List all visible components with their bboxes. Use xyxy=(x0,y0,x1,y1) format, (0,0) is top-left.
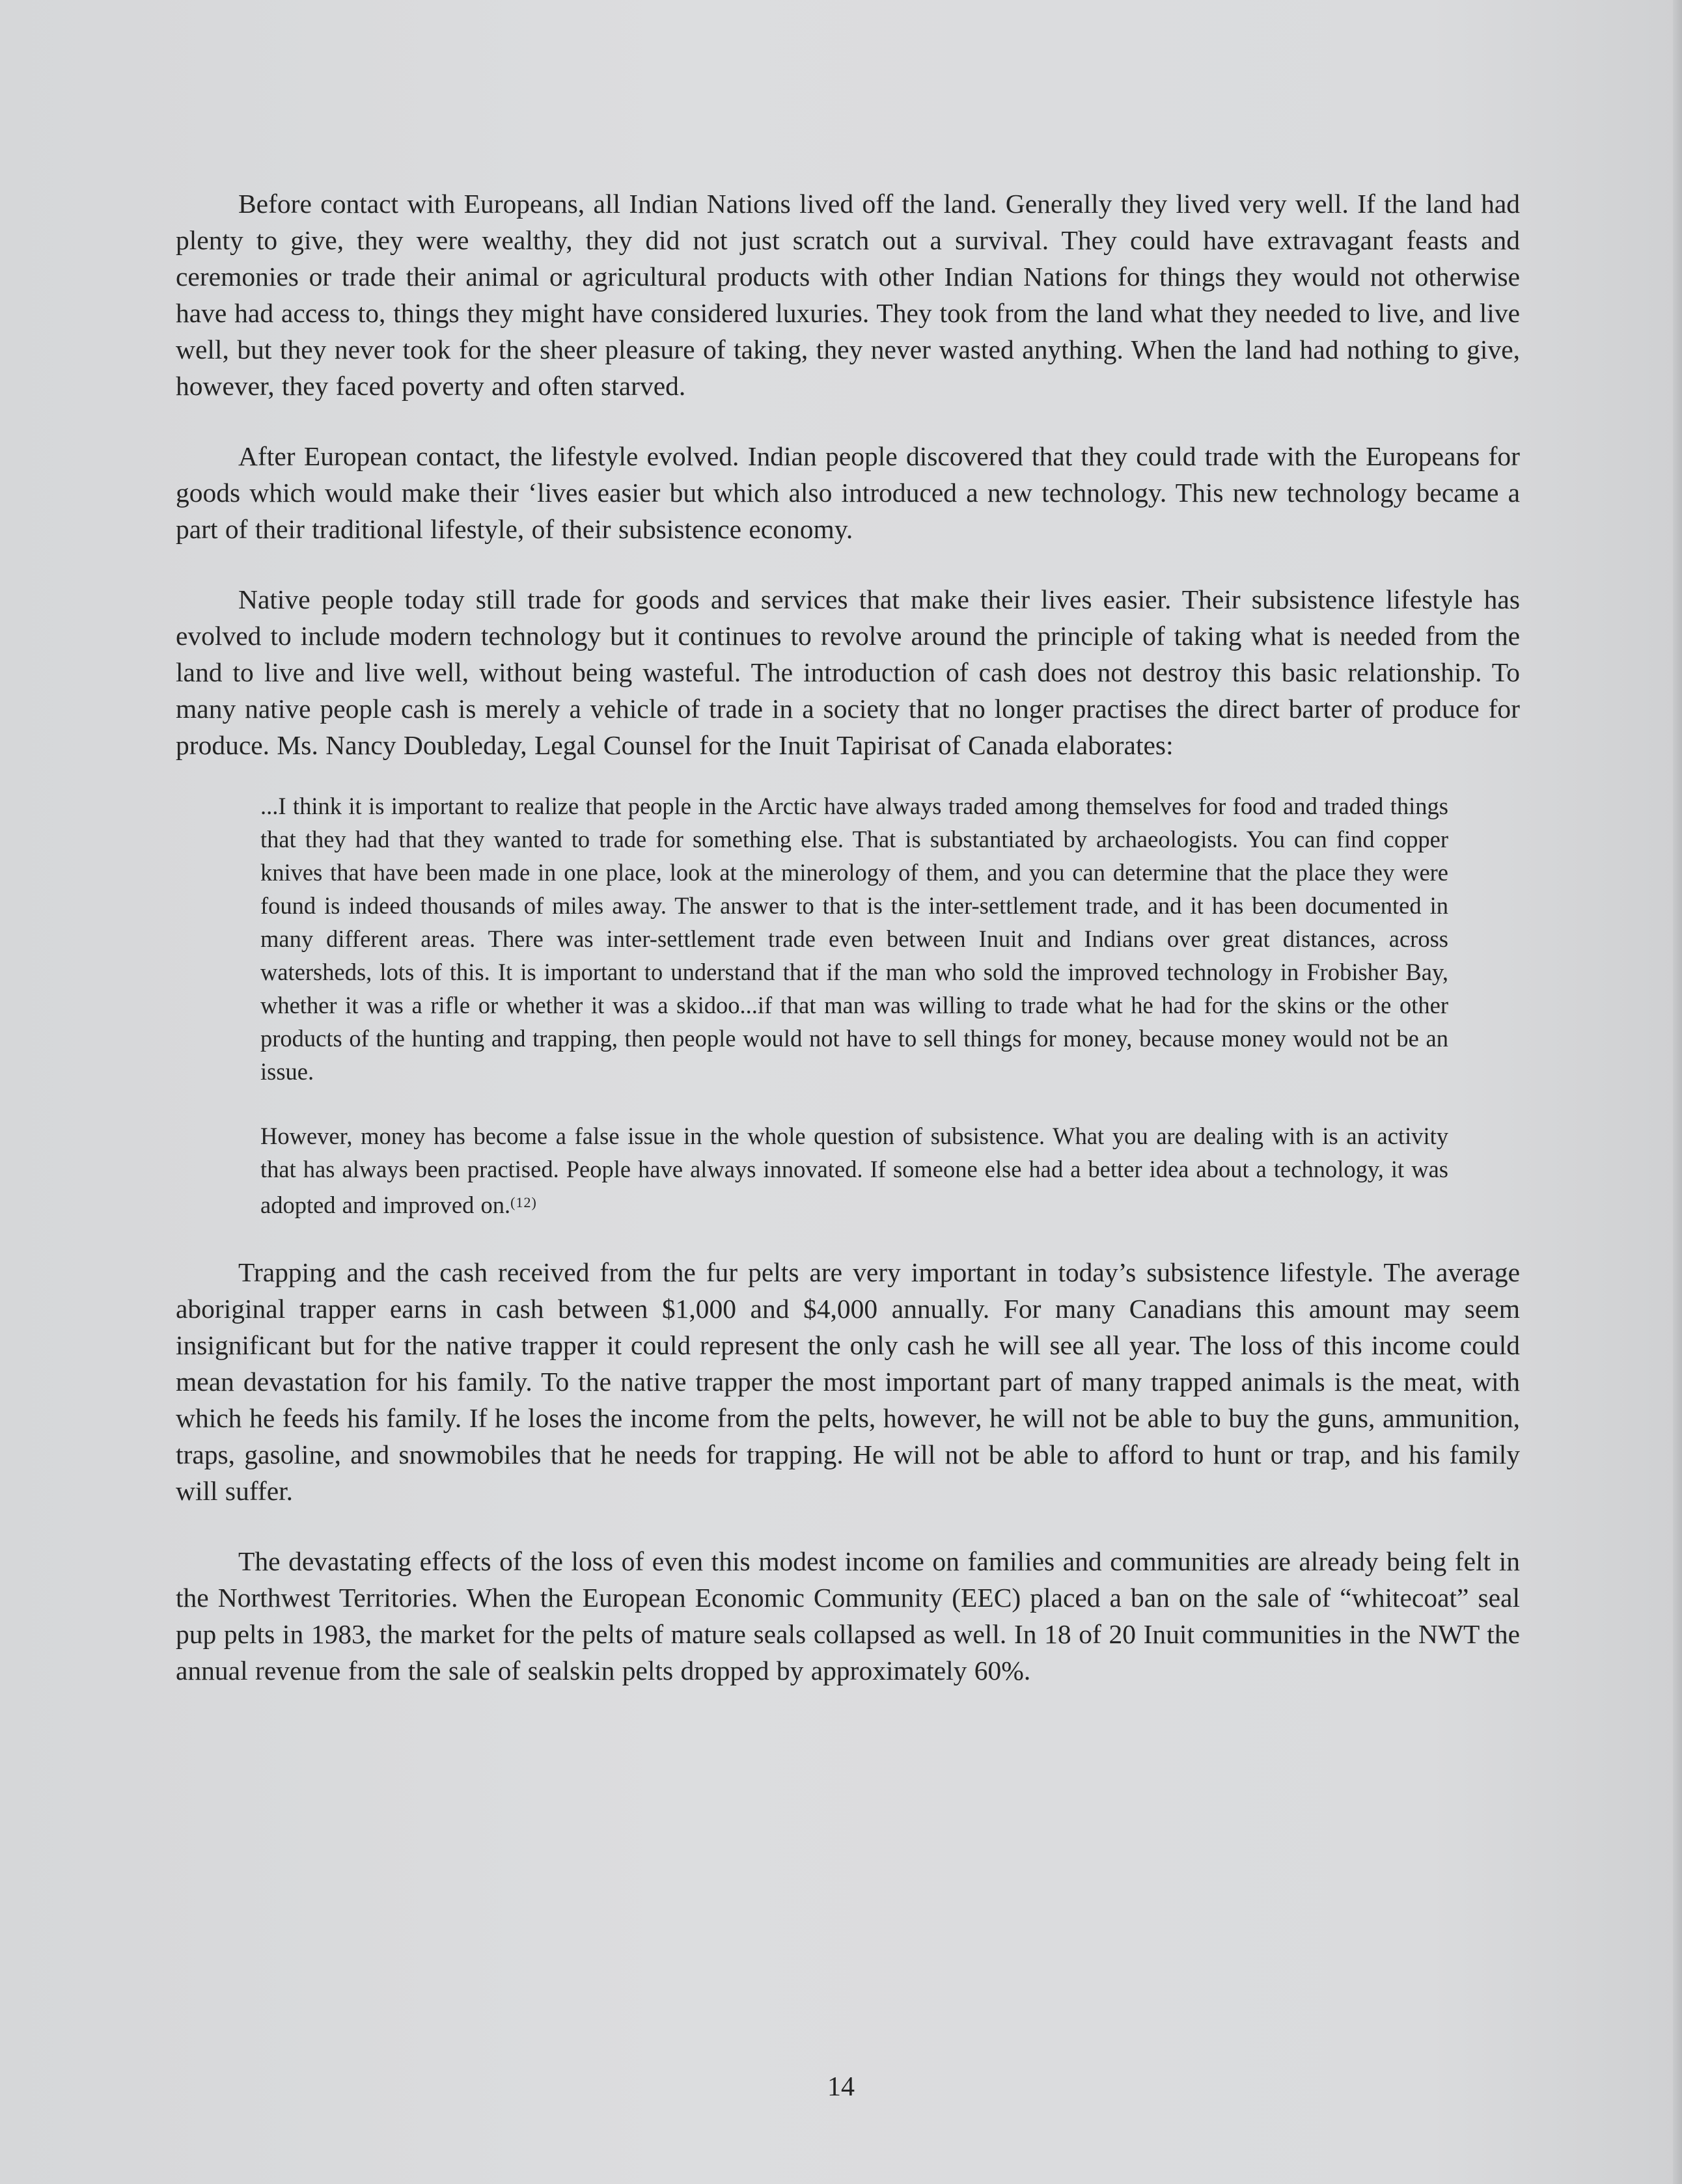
paragraph-pre-contact: Before contact with Europeans, all Indian Nations lived off the land. Generally they lived very well. If the land had plenty to give, they were wealthy, they did not just scratch out a survival. They could have extravagant feasts and ceremonies or trade their animal or agricultural products with other Indian Nations for things they would not otherwise have had access to, things they might have considered luxuries. They took from the land what they needed to live, and live well, but they never took for the sheer pleasure of taking, they never wasted anything. When the land had nothing to give, however, they faced poverty and often starved. xyxy=(176,189,1520,401)
paragraph-devastating-effects: The devastating effects of the loss of even this modest income on families and communities are already being felt in the Northwest Territories. When the European Economic Community (EEC) placed a ban on the sale of “whitecoat” seal pup pelts in 1983, the market for the pelts of mature seals collapsed as well. In 18 of 20 Inuit communities in the NWT the annual revenue from the sale of sealskin pelts dropped by approximately 60%. xyxy=(176,1546,1520,1686)
block-quote xyxy=(260,789,1448,1222)
footnote-reference: (12) xyxy=(510,1194,537,1210)
page-edge-shadow xyxy=(1673,0,1682,2184)
paragraph-european-contact: After European contact, the lifestyle evolved. Indian people discovered that they could trade with the Europeans for goods which would make their ‘lives easier but which also introduced a new technology. This new technology became a part of their traditional lifestyle, of their subsistence economy. xyxy=(176,441,1520,544)
quote-paragraph-1: ...I think it is important to realize that people in the Arctic have always traded among themselves for food and traded things that they had that they wanted to trade for something else. That is substantiated by archaeologists. You can find copper knives that have been made in one place, look at the minerology of them, and you can determine that the place they were found is indeed thousands of miles away. The answer to that is the inter-settlement trade, and it has been documented in many different areas. There was inter-settlement trade even between Inuit and Indians over great distances, across watersheds, lots of this. It is important to understand that if the man who sold the improved technology in Frobisher Bay, whether it was a rifle or whether it was a skidoo...if that man was willing to trade what he had for the skins or the other products of the hunting and trapping, then people would not have to sell things for money, because money would not be an issue. xyxy=(260,793,1448,1085)
quote-paragraph-2-text: However, money has become a false issue in the whole question of subsistence. What you are dealing with is an activity that has always been practised. People have always innovated. If someone else had a better idea about a technology, it was adopted and improved on. xyxy=(260,1123,1448,1218)
page-body xyxy=(176,185,1520,1689)
paragraph-native-trade-today: Native people today still trade for goods and services that make their lives easier. Their subsistence lifestyle has evolved to include modern technology but it continues to revolve around the principle of taking what is needed from the land to live and live well, without being wasteful. The introduction of cash does not destroy this basic relationship. To many native people cash is merely a vehicle of trade in a society that no longer practises the direct barter of produce for produce. Ms. Nancy Doubleday, Legal Counsel for the Inuit Tapirisat of Canada elaborates: xyxy=(176,584,1520,760)
quote-paragraph-2 xyxy=(260,1119,1448,1222)
paragraph-trapping-cash: Trapping and the cash received from the fur pelts are very important in today’s subsistence lifestyle. The average aboriginal trapper earns in cash between $1,000 and $4,000 annually. For many Canadians this amount may seem insignificant but for the native trapper it could represent the only cash he will see all year. The loss of this income could mean devastation for his family. To the native trapper the most important part of many trapped animals is the meat, with which he feeds his family. If he loses the income from the pelts, however, he will not be able to buy the guns, ammunition, traps, gasoline, and snowmobiles that he needs for trapping. He will not be able to afford to hunt or trap, and his family will suffer. xyxy=(176,1257,1520,1506)
page-number: 14 xyxy=(827,2072,855,2102)
